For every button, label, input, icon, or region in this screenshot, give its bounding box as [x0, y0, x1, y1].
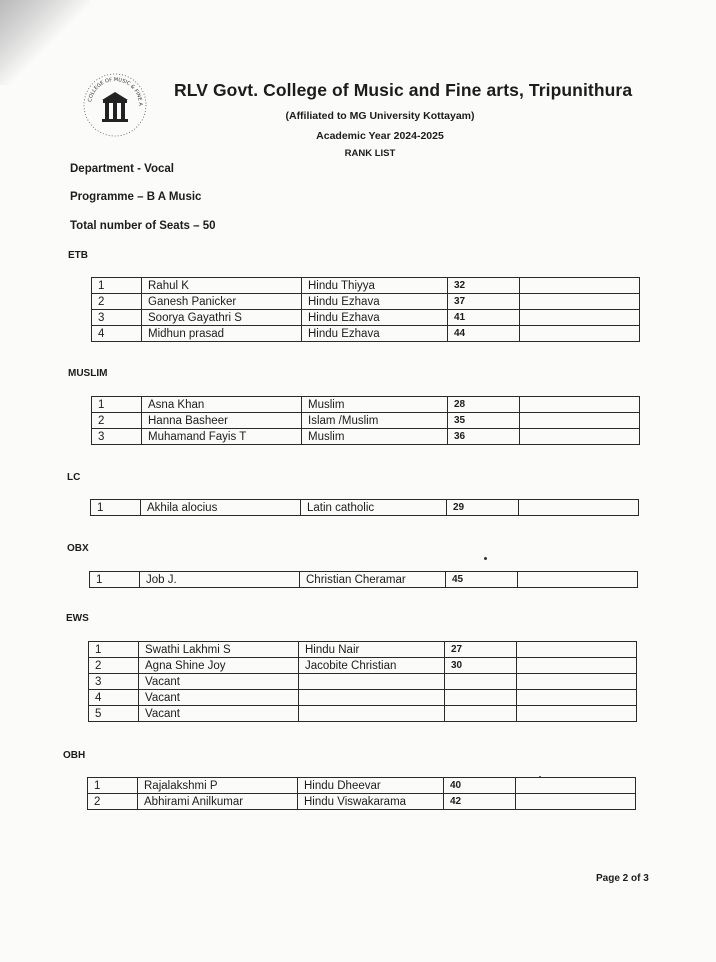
index-cell: 41 [448, 310, 520, 326]
index-cell [445, 706, 517, 722]
name-cell: Akhila alocius [141, 500, 301, 516]
name-cell: Hanna Basheer [142, 413, 302, 429]
remarks-cell [520, 413, 640, 429]
table-row [89, 690, 637, 706]
rank-cell: 3 [92, 429, 142, 445]
name-cell: Agna Shine Joy [139, 658, 299, 674]
index-cell: 42 [444, 794, 516, 810]
rank-cell: 1 [89, 642, 139, 658]
name-cell: Vacant [139, 690, 299, 706]
community-cell: Hindu Ezhava [302, 294, 448, 310]
table-row [92, 397, 640, 413]
remarks-cell [520, 278, 640, 294]
name-cell: Rahul K [142, 278, 302, 294]
index-cell: 32 [448, 278, 520, 294]
index-cell: 29 [447, 500, 519, 516]
rank-cell: 1 [91, 500, 141, 516]
rank-cell: 5 [89, 706, 139, 722]
index-cell: 27 [445, 642, 517, 658]
index-cell: 40 [444, 778, 516, 794]
remarks-cell [520, 429, 640, 445]
community-cell: Christian Cheramar [300, 572, 446, 588]
remarks-cell [517, 690, 637, 706]
remarks-cell [520, 310, 640, 326]
table-row [89, 674, 637, 690]
table-row [92, 278, 640, 294]
category-label-lc: LC [67, 472, 81, 483]
table-row [92, 429, 640, 445]
name-cell: Soorya Gayathri S [142, 310, 302, 326]
table-row [92, 413, 640, 429]
rank-cell: 4 [92, 326, 142, 342]
community-cell: Hindu Nair [299, 642, 445, 658]
index-cell: 28 [448, 397, 520, 413]
remarks-cell [520, 326, 640, 342]
remarks-cell [516, 794, 636, 810]
community-cell: Islam /Muslim [302, 413, 448, 429]
community-cell [299, 706, 445, 722]
rank-list-heading: RANK LIST [344, 148, 396, 159]
remarks-cell [519, 500, 639, 516]
name-cell: Muhamand Fayis T [142, 429, 302, 445]
name-cell: Vacant [139, 674, 299, 690]
rank-cell: 2 [88, 794, 138, 810]
table-row [89, 706, 637, 722]
category-label-obh: OBH [63, 750, 86, 761]
index-cell: 44 [448, 326, 520, 342]
remarks-cell [517, 658, 637, 674]
index-cell [445, 690, 517, 706]
remarks-cell [517, 706, 637, 722]
index-cell [445, 674, 517, 690]
page-number: Page 2 of 3 [596, 873, 649, 884]
category-label-obx: OBX [67, 543, 89, 554]
name-cell: Job J. [140, 572, 300, 588]
rank-cell: 1 [92, 278, 142, 294]
index-cell: 37 [448, 294, 520, 310]
community-cell: Muslim [302, 397, 448, 413]
community-cell: Hindu Viswakarama [298, 794, 444, 810]
remarks-cell [518, 572, 638, 588]
rank-cell: 2 [92, 413, 142, 429]
rank-cell: 1 [88, 778, 138, 794]
rank-cell: 1 [90, 572, 140, 588]
scan-speck [484, 557, 487, 560]
name-cell: Rajalakshmi P [138, 778, 298, 794]
rank-cell: 2 [89, 658, 139, 674]
remarks-cell [520, 397, 640, 413]
rank-cell: 3 [92, 310, 142, 326]
table-row [88, 794, 636, 810]
remarks-cell [517, 674, 637, 690]
community-cell [299, 690, 445, 706]
table-row [91, 500, 639, 516]
table-row [89, 642, 637, 658]
college-title: RLV Govt. College of Music and Fine arts, Tripunithura [174, 80, 633, 100]
department-label: Department - Vocal [70, 163, 174, 175]
rank-table-lc [90, 499, 639, 516]
community-cell: Muslim [302, 429, 448, 445]
remarks-cell [516, 778, 636, 794]
category-label-muslim: MUSLIM [68, 368, 108, 379]
rank-cell: 4 [89, 690, 139, 706]
table-row [88, 778, 636, 794]
index-cell: 36 [448, 429, 520, 445]
index-cell: 30 [445, 658, 517, 674]
programme-label: Programme – B A Music [70, 191, 202, 203]
seal-text: COLLEGE OF MUSIC & FINE A [87, 76, 144, 107]
community-cell [299, 674, 445, 690]
name-cell: Vacant [139, 706, 299, 722]
name-cell: Asna Khan [142, 397, 302, 413]
affiliation-line: (Affiliated to MG University Kottayam) [285, 110, 475, 122]
college-seal-logo [82, 72, 148, 138]
rank-table-obx [89, 571, 638, 588]
page-fold-shadow [0, 0, 90, 85]
rank-cell: 3 [89, 674, 139, 690]
rank-table-etb [91, 277, 640, 342]
name-cell: Ganesh Panicker [142, 294, 302, 310]
community-cell: Hindu Ezhava [302, 310, 448, 326]
rank-table-obh [87, 777, 636, 810]
name-cell: Swathi Lakhmi S [139, 642, 299, 658]
community-cell: Hindu Dheevar [298, 778, 444, 794]
rank-table-muslim [91, 396, 640, 445]
name-cell: Midhun prasad [142, 326, 302, 342]
scan-speck [539, 776, 541, 778]
table-row [92, 310, 640, 326]
table-row [90, 572, 638, 588]
rank-table-ews [88, 641, 637, 722]
table-row [89, 658, 637, 674]
community-cell: Latin catholic [301, 500, 447, 516]
category-label-ews: EWS [66, 613, 89, 624]
total-seats-label: Total number of Seats – 50 [70, 220, 216, 232]
index-cell: 35 [448, 413, 520, 429]
table-row [92, 326, 640, 342]
rank-cell: 1 [92, 397, 142, 413]
index-cell: 45 [446, 572, 518, 588]
category-label-etb: ETB [68, 250, 88, 261]
table-row [92, 294, 640, 310]
name-cell: Abhirami Anilkumar [138, 794, 298, 810]
rank-cell: 2 [92, 294, 142, 310]
community-cell: Hindu Ezhava [302, 326, 448, 342]
remarks-cell [520, 294, 640, 310]
community-cell: Jacobite Christian [299, 658, 445, 674]
community-cell: Hindu Thiyya [302, 278, 448, 294]
remarks-cell [517, 642, 637, 658]
academic-year: Academic Year 2024-2025 [316, 130, 444, 142]
